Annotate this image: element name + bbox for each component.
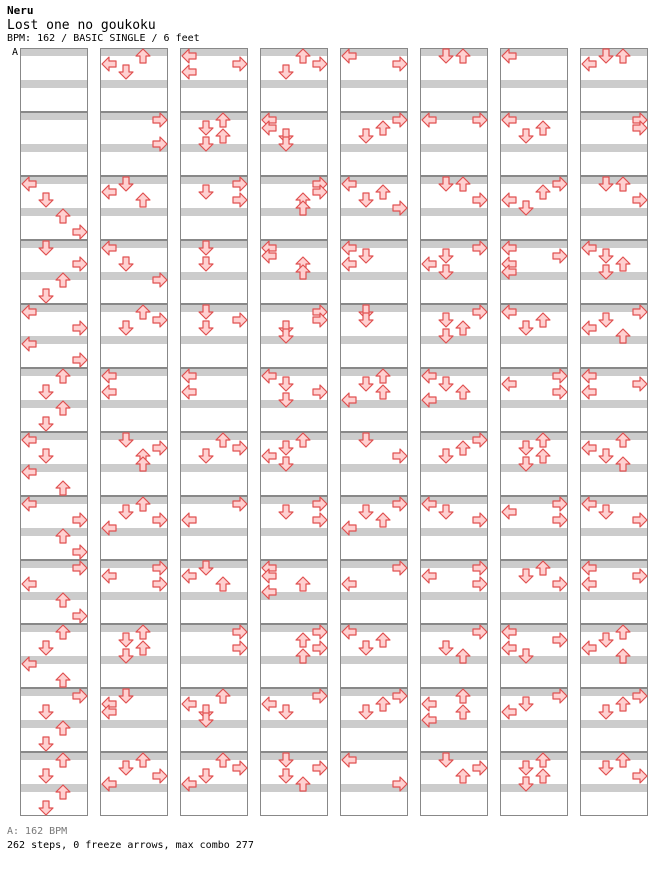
measure-stripe [20, 800, 88, 808]
measure-stripe [500, 336, 568, 344]
measure-stripe [100, 608, 168, 616]
measure-stripe [500, 320, 568, 328]
measure-stripe [500, 64, 568, 72]
measure-stripe [180, 560, 248, 568]
measure [180, 560, 248, 624]
measure-stripe [420, 144, 488, 152]
measure-stripe [340, 160, 408, 168]
measure-stripe [340, 368, 408, 376]
measure-stripe [420, 48, 488, 56]
measure-stripe [100, 336, 168, 344]
measure-stripe [260, 656, 328, 664]
measure-stripe [420, 272, 488, 280]
measure-stripe [180, 688, 248, 696]
measure-stripe [180, 112, 248, 120]
measure-stripe [500, 720, 568, 728]
measure-stripe [420, 384, 488, 392]
measure-stripe [100, 464, 168, 472]
measure [260, 432, 328, 496]
measure-stripe [340, 192, 408, 200]
measure-stripe [420, 64, 488, 72]
measure-stripe [500, 288, 568, 296]
measure-stripe [580, 704, 648, 712]
measure-stripe [580, 176, 648, 184]
measure-stripe [500, 160, 568, 168]
measure [20, 752, 88, 816]
measure-stripe [260, 416, 328, 424]
measure-stripe [260, 160, 328, 168]
measure [20, 368, 88, 432]
measure-stripe [420, 544, 488, 552]
measure [180, 304, 248, 368]
measure-stripe [180, 416, 248, 424]
measure-stripe [20, 80, 88, 88]
measure-stripe [180, 480, 248, 488]
measure-stripe [580, 736, 648, 744]
measure-stripe [420, 288, 488, 296]
measure-stripe [500, 800, 568, 808]
measure-stripe [20, 96, 88, 104]
measure-stripe [500, 480, 568, 488]
measure-stripe [420, 592, 488, 600]
measure-stripe [260, 752, 328, 760]
measure-stripe [100, 256, 168, 264]
measure-stripe [420, 160, 488, 168]
measure-stripe [100, 160, 168, 168]
chart-info: BPM: 162 / BASIC SINGLE / 6 feet [7, 33, 200, 44]
measure-stripe [20, 768, 88, 776]
measure-stripe [20, 592, 88, 600]
measure-stripe [260, 336, 328, 344]
measure-stripe [340, 464, 408, 472]
measure [420, 48, 488, 112]
measure-stripe [100, 640, 168, 648]
chart-column [500, 48, 568, 816]
measure-stripe [580, 336, 648, 344]
measure-stripe [420, 96, 488, 104]
measure-stripe [100, 800, 168, 808]
measure-stripe [340, 144, 408, 152]
measure-stripe [420, 736, 488, 744]
measure-stripe [180, 464, 248, 472]
measure [260, 752, 328, 816]
measure-stripe [420, 480, 488, 488]
measure-stripe [580, 624, 648, 632]
measure-stripe [340, 352, 408, 360]
measure-stripe [420, 640, 488, 648]
measure-stripe [180, 432, 248, 440]
measure-stripe [580, 80, 648, 88]
measure-stripe [420, 656, 488, 664]
measure-stripe [20, 144, 88, 152]
measure-stripe [100, 544, 168, 552]
measure [100, 48, 168, 112]
measure-stripe [100, 688, 168, 696]
measure-stripe [420, 528, 488, 536]
measure-stripe [580, 672, 648, 680]
measure-stripe [20, 720, 88, 728]
measure-stripe [500, 560, 568, 568]
measure [580, 48, 648, 112]
measure-stripe [100, 416, 168, 424]
measure-stripe [340, 80, 408, 88]
measure-stripe [420, 320, 488, 328]
measure-stripe [180, 592, 248, 600]
step-stats: 262 steps, 0 freeze arrows, max combo 277 [7, 840, 254, 851]
measure-stripe [180, 160, 248, 168]
measure-stripe [580, 48, 648, 56]
measure-stripe [20, 288, 88, 296]
bpm-legend: A: 162 BPM [7, 826, 68, 837]
measure-stripe [100, 48, 168, 56]
measure-stripe [580, 656, 648, 664]
measure-stripe [580, 256, 648, 264]
chart-column [100, 48, 168, 816]
measure-stripe [100, 656, 168, 664]
measure-stripe [580, 464, 648, 472]
measure-stripe [500, 128, 568, 136]
measure-stripe [100, 128, 168, 136]
measure-stripe [20, 448, 88, 456]
measure-stripe [20, 368, 88, 376]
measure-stripe [20, 416, 88, 424]
measure-stripe [20, 704, 88, 712]
measure-stripe [340, 384, 408, 392]
measure-stripe [580, 224, 648, 232]
measure-stripe [260, 720, 328, 728]
measure [100, 624, 168, 688]
measure-stripe [20, 48, 88, 56]
measure-stripe [260, 96, 328, 104]
measure-stripe [500, 656, 568, 664]
measure-stripe [420, 416, 488, 424]
measure-stripe [340, 512, 408, 520]
measure-stripe [180, 752, 248, 760]
measure [420, 176, 488, 240]
measure-stripe [340, 656, 408, 664]
measure [100, 176, 168, 240]
measure [340, 432, 408, 496]
measure-stripe [260, 736, 328, 744]
measure-stripe [420, 608, 488, 616]
measure-stripe [100, 624, 168, 632]
measure-stripe [260, 224, 328, 232]
measure-stripe [180, 672, 248, 680]
measure-stripe [580, 400, 648, 408]
measure-stripe [260, 208, 328, 216]
measure-stripe [180, 224, 248, 232]
measure-stripe [100, 592, 168, 600]
measure-stripe [180, 128, 248, 136]
measure-stripe [420, 448, 488, 456]
measure-stripe [180, 80, 248, 88]
measure-stripe [420, 464, 488, 472]
measure-stripe [20, 192, 88, 200]
measure-stripe [340, 608, 408, 616]
measure-stripe [340, 736, 408, 744]
measure-stripe [260, 432, 328, 440]
measure-stripe [180, 656, 248, 664]
measure-stripe [580, 288, 648, 296]
measure-stripe [20, 528, 88, 536]
measure-stripe [100, 400, 168, 408]
measure-stripe [100, 720, 168, 728]
measure-stripe [420, 336, 488, 344]
measure-stripe [180, 400, 248, 408]
measure-stripe [500, 592, 568, 600]
measure-stripe [260, 272, 328, 280]
measure-stripe [340, 672, 408, 680]
chart-column [580, 48, 648, 816]
measure [580, 752, 648, 816]
measure-stripe [420, 224, 488, 232]
measure [20, 48, 88, 112]
measure [500, 432, 568, 496]
measure-stripe [420, 80, 488, 88]
measure [180, 112, 248, 176]
measure-stripe [500, 448, 568, 456]
measure-stripe [20, 624, 88, 632]
measure-stripe [180, 608, 248, 616]
measure [500, 752, 568, 816]
measure [500, 560, 568, 624]
measure-stripe [420, 176, 488, 184]
measure-stripe [100, 224, 168, 232]
measure-stripe [500, 464, 568, 472]
bpm-marker-label: A [12, 47, 19, 58]
measure-stripe [500, 80, 568, 88]
measure-stripe [100, 96, 168, 104]
measure-stripe [500, 528, 568, 536]
measure-stripe [340, 320, 408, 328]
song-title: Lost one no goukoku [7, 18, 156, 33]
measure-stripe [100, 208, 168, 216]
measure-stripe [500, 672, 568, 680]
chart-column [20, 48, 88, 816]
measure-stripe [20, 160, 88, 168]
measure-stripe [500, 752, 568, 760]
measure-stripe [180, 736, 248, 744]
measure-stripe [420, 208, 488, 216]
measure-stripe [20, 480, 88, 488]
measure-stripe [340, 544, 408, 552]
measure [180, 688, 248, 752]
measure-stripe [180, 288, 248, 296]
measure-stripe [420, 688, 488, 696]
measure-stripe [100, 432, 168, 440]
measure-stripe [580, 272, 648, 280]
measure [580, 176, 648, 240]
measure-stripe [420, 752, 488, 760]
measure-stripe [180, 144, 248, 152]
measure-stripe [260, 352, 328, 360]
measure [340, 304, 408, 368]
measure-stripe [340, 336, 408, 344]
measure-stripe [580, 160, 648, 168]
measure-stripe [20, 672, 88, 680]
measure-stripe [20, 400, 88, 408]
measure-stripe [500, 208, 568, 216]
measure-stripe [420, 352, 488, 360]
measure-stripe [100, 288, 168, 296]
measure-stripe [180, 720, 248, 728]
measure [100, 688, 168, 752]
measure-stripe [580, 352, 648, 360]
measure-stripe [580, 608, 648, 616]
measure-stripe [260, 608, 328, 616]
measure-stripe [580, 800, 648, 808]
measure-stripe [340, 720, 408, 728]
measure-stripe [100, 736, 168, 744]
measure-stripe [500, 224, 568, 232]
measure-stripe [180, 528, 248, 536]
measure-stripe [100, 480, 168, 488]
measure-stripe [580, 592, 648, 600]
measure-stripe [340, 592, 408, 600]
measure-stripe [340, 96, 408, 104]
measure-stripe [340, 768, 408, 776]
measure [580, 432, 648, 496]
measure-stripe [100, 352, 168, 360]
measure-stripe [180, 96, 248, 104]
measure-stripe [580, 144, 648, 152]
measure-stripe [500, 544, 568, 552]
chart-column [260, 48, 328, 816]
measure-stripe [500, 416, 568, 424]
measure-stripe [340, 704, 408, 712]
measure [20, 112, 88, 176]
measure-stripe [180, 272, 248, 280]
measure-stripe [20, 240, 88, 248]
measure [260, 48, 328, 112]
measure-stripe [580, 784, 648, 792]
measure-stripe [100, 304, 168, 312]
measure-stripe [20, 208, 88, 216]
measure-stripe [20, 784, 88, 792]
measure-stripe [500, 736, 568, 744]
measure-stripe [580, 416, 648, 424]
measure-stripe [260, 800, 328, 808]
measure-stripe [20, 64, 88, 72]
measure-stripe [100, 80, 168, 88]
measure-stripe [180, 304, 248, 312]
measure-stripe [260, 288, 328, 296]
measure-stripe [20, 128, 88, 136]
measure-stripe [500, 96, 568, 104]
measure [420, 752, 488, 816]
measure-stripe [340, 416, 408, 424]
measure-stripe [20, 384, 88, 392]
measure-stripe [340, 800, 408, 808]
measure-stripe [580, 720, 648, 728]
measure-stripe [500, 400, 568, 408]
measure-stripe [260, 544, 328, 552]
measure-stripe [340, 272, 408, 280]
measure-stripe [180, 208, 248, 216]
measure-stripe [500, 768, 568, 776]
measure-stripe [180, 800, 248, 808]
measure-stripe [20, 640, 88, 648]
measure-stripe [340, 304, 408, 312]
measure-stripe [260, 80, 328, 88]
measure-stripe [500, 352, 568, 360]
measure-stripe [580, 752, 648, 760]
measure-stripe [180, 240, 248, 248]
measure-stripe [180, 336, 248, 344]
measure-stripe [180, 352, 248, 360]
measure-stripe [500, 432, 568, 440]
measure-stripe [340, 640, 408, 648]
measure-stripe [340, 128, 408, 136]
measure-stripe [180, 256, 248, 264]
measure-stripe [100, 672, 168, 680]
measure-stripe [100, 176, 168, 184]
chart-column [420, 48, 488, 816]
measure-stripe [420, 800, 488, 808]
measure-stripe [420, 672, 488, 680]
chart-footer [7, 825, 254, 853]
measure-stripe [420, 128, 488, 136]
chart-column [180, 48, 248, 816]
measure-stripe [340, 432, 408, 440]
measure-stripe [580, 480, 648, 488]
measure-stripe [180, 544, 248, 552]
measure-stripe [100, 752, 168, 760]
measure-stripe [580, 544, 648, 552]
measure-stripe [500, 144, 568, 152]
measure-stripe [580, 208, 648, 216]
measure-stripe [20, 272, 88, 280]
measure-stripe [340, 480, 408, 488]
measure-stripe [20, 752, 88, 760]
measure-stripe [580, 432, 648, 440]
measure-stripe [260, 480, 328, 488]
measure [100, 304, 168, 368]
artist-name: Neru [7, 4, 34, 17]
measure-stripe [500, 608, 568, 616]
measure-stripe [260, 528, 328, 536]
measure [180, 432, 248, 496]
measure-stripe [260, 464, 328, 472]
measure [180, 240, 248, 304]
measure-stripe [500, 784, 568, 792]
measure [100, 432, 168, 496]
measure [580, 624, 648, 688]
measure-stripe [260, 144, 328, 152]
measure-stripe [100, 496, 168, 504]
measure-stripe [20, 736, 88, 744]
chart-column [340, 48, 408, 816]
measure-stripe [580, 528, 648, 536]
measure [20, 624, 88, 688]
measure-stripe [420, 784, 488, 792]
measure [20, 240, 88, 304]
measure-stripe [20, 112, 88, 120]
measure-stripe [260, 672, 328, 680]
measure-stripe [260, 48, 328, 56]
measure-stripe [260, 784, 328, 792]
measure-stripe [260, 400, 328, 408]
measure-stripe [340, 224, 408, 232]
measure-stripe [340, 288, 408, 296]
measure-stripe [580, 96, 648, 104]
